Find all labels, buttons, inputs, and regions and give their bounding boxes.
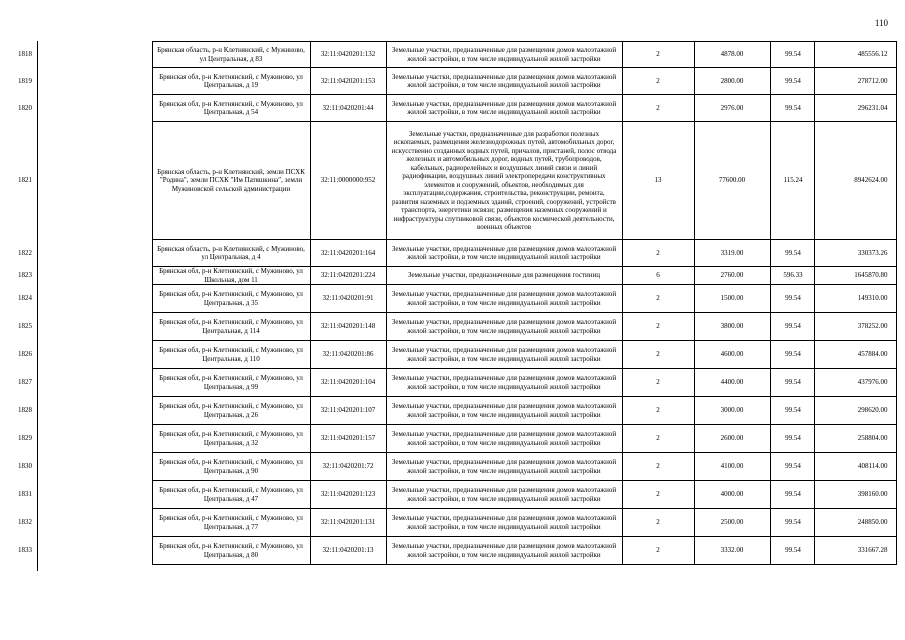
land-use-cell: Земельные участки, предназначенные для размещения домов малоэтажной жилой застройки, в том числе индивидуальной жилой застройки <box>386 240 622 267</box>
land-use-cell: Земельные участки, предназначенные для размещения домов малоэтажной жилой застройки, в том числе индивидуальной жилой застройки <box>386 68 622 95</box>
unit-value-cell: 99.54 <box>770 369 814 397</box>
use-group-cell: 2 <box>622 481 694 509</box>
address-cell: Брянская обл, р-н Клетнянский, с Мужиново, ул Центральная, д 110 <box>152 341 310 369</box>
table-body <box>10 42 896 565</box>
unit-value-cell: 99.54 <box>770 42 814 68</box>
cadastral-value-cell: 296231.04 <box>814 95 896 122</box>
table-row <box>10 68 896 95</box>
land-use-cell: Земельные участки, предназначенные для разработки полезных ископаемых, размещения железнодорожных путей, автомобильных дорог, искусственно созданных водных путей, причалов, пристаней, полос отвода железных и автомобильных дорог, водных путей, трубопроводов, кабельных, радиорелейных и воздушных линий связи и линий радиофикации, воздушных линий электропередачи конструктивных элементов и сооружений, объектов, необходимых для эксплуатации,содержания, строительства, реконструкции, ремонта, развития наземных и подземных зданий, строений, сооружений, устройств транспорта, энергетики иcвязи; размещения наземных сооружений и инфраструктуры спутниковой связи, объектов космической деятельности, военных объектов <box>386 122 622 240</box>
table-row <box>10 481 896 509</box>
address-cell: Брянская область, р-н Клетнянский, с Мужиново, ул Центральная, д 83 <box>152 42 310 68</box>
unit-value-cell: 99.54 <box>770 285 814 313</box>
cadastral-value-cell: 8942624.00 <box>814 122 896 240</box>
land-use-cell: Земельные участки, предназначенные для размещения домов малоэтажной жилой застройки, в том числе индивидуальной жилой застройки <box>386 285 622 313</box>
address-cell: Брянская обл, р-н Клетнянский, с Мужиново, ул Центральная, д 54 <box>152 95 310 122</box>
cadastral-value-cell: 331667.28 <box>814 537 896 565</box>
cadastral-value-cell: 408114.00 <box>814 453 896 481</box>
table-row <box>10 267 896 285</box>
spacer-cell <box>37 425 152 453</box>
land-use-cell: Земельные участки, предназначенные для размещения домов малоэтажной жилой застройки, в том числе индивидуальной жилой застройки <box>386 397 622 425</box>
address-cell: Брянская обл, р-н Клетнянский, с Мужиново, ул Школьная, дом 11 <box>152 267 310 285</box>
land-use-cell: Земельные участки, предназначенные для размещения домов малоэтажной жилой застройки, в том числе индивидуальной жилой застройки <box>386 453 622 481</box>
record-number: 1829 <box>10 425 37 453</box>
spacer-cell <box>37 481 152 509</box>
use-group-cell: 2 <box>622 313 694 341</box>
land-use-cell: Земельные участки, предназначенные для размещения гостиниц <box>386 267 622 285</box>
unit-value-cell: 99.54 <box>770 453 814 481</box>
unit-value-cell: 99.54 <box>770 397 814 425</box>
spacer-cell <box>37 68 152 95</box>
spacer-cell <box>37 509 152 537</box>
table-row <box>10 509 896 537</box>
use-group-cell: 2 <box>622 341 694 369</box>
use-group-cell: 2 <box>622 509 694 537</box>
record-number: 1826 <box>10 341 37 369</box>
cadastral-number-cell: 32:11:0420201:131 <box>310 509 386 537</box>
record-number: 1820 <box>10 95 37 122</box>
address-cell: Брянская обл, р-н Клетнянский, с Мужиново, ул Центральная, д 90 <box>152 453 310 481</box>
use-group-cell: 2 <box>622 285 694 313</box>
address-cell: Брянская область, р-н Клетнянский, с Мужиново, ул Центральная, д 4 <box>152 240 310 267</box>
cadastral-value-cell: 248850.00 <box>814 509 896 537</box>
cadastral-value-cell: 278712.00 <box>814 68 896 95</box>
spacer-cell <box>37 341 152 369</box>
address-cell: Брянская область, р-н Клетнянский, земли ПСХК "Родина", земли ПСХК "Им Патяшкина", земли Мужиновской сельской администрации <box>152 122 310 240</box>
table-row <box>10 95 896 122</box>
spacer-cell <box>37 537 152 565</box>
spacer-cell <box>37 397 152 425</box>
cadastral-number-cell: 32:11:0420201:148 <box>310 313 386 341</box>
land-use-cell: Земельные участки, предназначенные для размещения домов малоэтажной жилой застройки, в том числе индивидуальной жилой застройки <box>386 341 622 369</box>
use-group-cell: 2 <box>622 453 694 481</box>
area-cell: 4600.00 <box>694 341 770 369</box>
cadastral-number-cell: 32:11:0420201:91 <box>310 285 386 313</box>
use-group-cell: 2 <box>622 369 694 397</box>
address-cell: Брянская обл, р-н Клетнянский, с Мужиново, ул Центральная, д 32 <box>152 425 310 453</box>
cadastral-number-cell: 32:11:0420201:104 <box>310 369 386 397</box>
cadastral-number-cell: 32:11:0420201:13 <box>310 537 386 565</box>
use-group-cell: 2 <box>622 68 694 95</box>
address-cell: Брянская обл, р-н Клетнянский, с Мужиново, ул Центральная, д 19 <box>152 68 310 95</box>
unit-value-cell: 99.54 <box>770 509 814 537</box>
spacer-cell <box>37 122 152 240</box>
record-number: 1831 <box>10 481 37 509</box>
land-use-cell: Земельные участки, предназначенные для размещения домов малоэтажной жилой застройки, в том числе индивидуальной жилой застройки <box>386 481 622 509</box>
cadastral-number-cell: 32:11:0420201:107 <box>310 397 386 425</box>
address-cell: Брянская обл, р-н Клетнянский, с Мужиново, ул Центральная, д 80 <box>152 537 310 565</box>
cadastral-value-cell: 378252.00 <box>814 313 896 341</box>
cadastral-number-cell: 32:11:0420201:72 <box>310 453 386 481</box>
cadastral-value-cell: 330373.26 <box>814 240 896 267</box>
unit-value-cell: 99.54 <box>770 425 814 453</box>
cadastral-value-cell: 398160.00 <box>814 481 896 509</box>
area-cell: 2760.00 <box>694 267 770 285</box>
use-group-cell: 13 <box>622 122 694 240</box>
use-group-cell: 2 <box>622 240 694 267</box>
address-cell: Брянская обл, р-н Клетнянский, с Мужиново, ул Центральная, д 114 <box>152 313 310 341</box>
area-cell: 2976.00 <box>694 95 770 122</box>
record-number: 1824 <box>10 285 37 313</box>
area-cell: 77600.00 <box>694 122 770 240</box>
land-use-cell: Земельные участки, предназначенные для размещения домов малоэтажной жилой застройки, в том числе индивидуальной жилой застройки <box>386 369 622 397</box>
cadastral-value-cell: 149310.00 <box>814 285 896 313</box>
use-group-cell: 2 <box>622 42 694 68</box>
cadastral-value-cell: 437976.00 <box>814 369 896 397</box>
record-number: 1825 <box>10 313 37 341</box>
spacer-cell <box>37 240 152 267</box>
cadastral-number-cell: 32:11:0420201:132 <box>310 42 386 68</box>
land-use-cell: Земельные участки, предназначенные для размещения домов малоэтажной жилой застройки, в том числе индивидуальной жилой застройки <box>386 509 622 537</box>
unit-value-cell: 99.54 <box>770 537 814 565</box>
area-cell: 4878.00 <box>694 42 770 68</box>
cadastral-value-cell: 485556.12 <box>814 42 896 68</box>
address-cell: Брянская обл, р-н Клетнянский, с Мужиново, ул Центральная, д 99 <box>152 369 310 397</box>
use-group-cell: 6 <box>622 267 694 285</box>
land-use-cell: Земельные участки, предназначенные для размещения домов малоэтажной жилой застройки, в том числе индивидуальной жилой застройки <box>386 313 622 341</box>
unit-value-cell: 99.54 <box>770 95 814 122</box>
record-number: 1828 <box>10 397 37 425</box>
cadastral-value-cell: 1645870.80 <box>814 267 896 285</box>
record-number: 1823 <box>10 267 37 285</box>
area-cell: 3800.00 <box>694 313 770 341</box>
land-use-cell: Земельные участки, предназначенные для размещения домов малоэтажной жилой застройки, в том числе индивидуальной жилой застройки <box>386 425 622 453</box>
table-row <box>10 122 896 240</box>
cadastral-value-cell: 298620.00 <box>814 397 896 425</box>
table-row <box>10 42 896 68</box>
area-cell: 3319.00 <box>694 240 770 267</box>
table-row <box>10 425 896 453</box>
unit-value-cell: 99.54 <box>770 341 814 369</box>
record-number: 1830 <box>10 453 37 481</box>
unit-value-cell: 115.24 <box>770 122 814 240</box>
record-number: 1833 <box>10 537 37 565</box>
address-cell: Брянская обл, р-н Клетнянский, с Мужиново, ул Центральная, д 26 <box>152 397 310 425</box>
record-number: 1819 <box>10 68 37 95</box>
table-row <box>10 453 896 481</box>
use-group-cell: 2 <box>622 425 694 453</box>
record-number: 1822 <box>10 240 37 267</box>
record-number: 1832 <box>10 509 37 537</box>
land-use-cell: Земельные участки, предназначенные для размещения домов малоэтажной жилой застройки, в том числе индивидуальной жилой застройки <box>386 42 622 68</box>
cadastral-number-cell: 32:11:0420201:123 <box>310 481 386 509</box>
spacer-cell <box>37 313 152 341</box>
address-cell: Брянская обл, р-н Клетнянский, с Мужиново, ул Центральная, д 77 <box>152 509 310 537</box>
use-group-cell: 2 <box>622 537 694 565</box>
record-number: 1818 <box>10 42 37 68</box>
cadastral-number-cell: 32:11:0420201:153 <box>310 68 386 95</box>
table-row <box>10 285 896 313</box>
area-cell: 2600.00 <box>694 425 770 453</box>
record-number: 1827 <box>10 369 37 397</box>
area-cell: 2800.00 <box>694 68 770 95</box>
table-row <box>10 537 896 565</box>
spacer-cell <box>37 369 152 397</box>
area-cell: 3332.00 <box>694 537 770 565</box>
page-number: 110 <box>874 18 888 28</box>
cadastral-value-cell: 457884.00 <box>814 341 896 369</box>
spacer-cell <box>37 42 152 68</box>
cadastral-number-cell: 32:11:0420201:44 <box>310 95 386 122</box>
table-row <box>10 240 896 267</box>
table-row <box>10 397 896 425</box>
spacer-cell <box>37 285 152 313</box>
cadastral-number-cell: 32:11:0420201:157 <box>310 425 386 453</box>
land-use-cell: Земельные участки, предназначенные для размещения домов малоэтажной жилой застройки, в том числе индивидуальной жилой застройки <box>386 537 622 565</box>
unit-value-cell: 596.33 <box>770 267 814 285</box>
unit-value-cell: 99.54 <box>770 240 814 267</box>
record-number: 1821 <box>10 122 37 240</box>
cadastral-value-table <box>10 41 897 565</box>
unit-value-cell: 99.54 <box>770 313 814 341</box>
area-cell: 4100.00 <box>694 453 770 481</box>
cadastral-value-cell: 258804.00 <box>814 425 896 453</box>
spacer-cell <box>37 453 152 481</box>
use-group-cell: 2 <box>622 397 694 425</box>
cadastral-number-cell: 32:11:0420201:224 <box>310 267 386 285</box>
use-group-cell: 2 <box>622 95 694 122</box>
address-cell: Брянская обл, р-н Клетнянский, с Мужиново, ул Центральная, д 47 <box>152 481 310 509</box>
cadastral-number-cell: 32:11:0420201:164 <box>310 240 386 267</box>
table-row <box>10 369 896 397</box>
area-cell: 1500.00 <box>694 285 770 313</box>
area-cell: 4400.00 <box>694 369 770 397</box>
table-row <box>10 313 896 341</box>
area-cell: 3000.00 <box>694 397 770 425</box>
area-cell: 4000.00 <box>694 481 770 509</box>
cadastral-number-cell: 32:11:0000000:952 <box>310 122 386 240</box>
spacer-cell <box>37 95 152 122</box>
address-cell: Брянская обл, р-н Клетнянский, с Мужиново, ул Центральная, д 35 <box>152 285 310 313</box>
cadastral-number-cell: 32:11:0420201:86 <box>310 341 386 369</box>
unit-value-cell: 99.54 <box>770 481 814 509</box>
land-use-cell: Земельные участки, предназначенные для размещения домов малоэтажной жилой застройки, в том числе индивидуальной жилой застройки <box>386 95 622 122</box>
unit-value-cell: 99.54 <box>770 68 814 95</box>
table-row <box>10 341 896 369</box>
spacer-cell <box>37 267 152 285</box>
area-cell: 2500.00 <box>694 509 770 537</box>
